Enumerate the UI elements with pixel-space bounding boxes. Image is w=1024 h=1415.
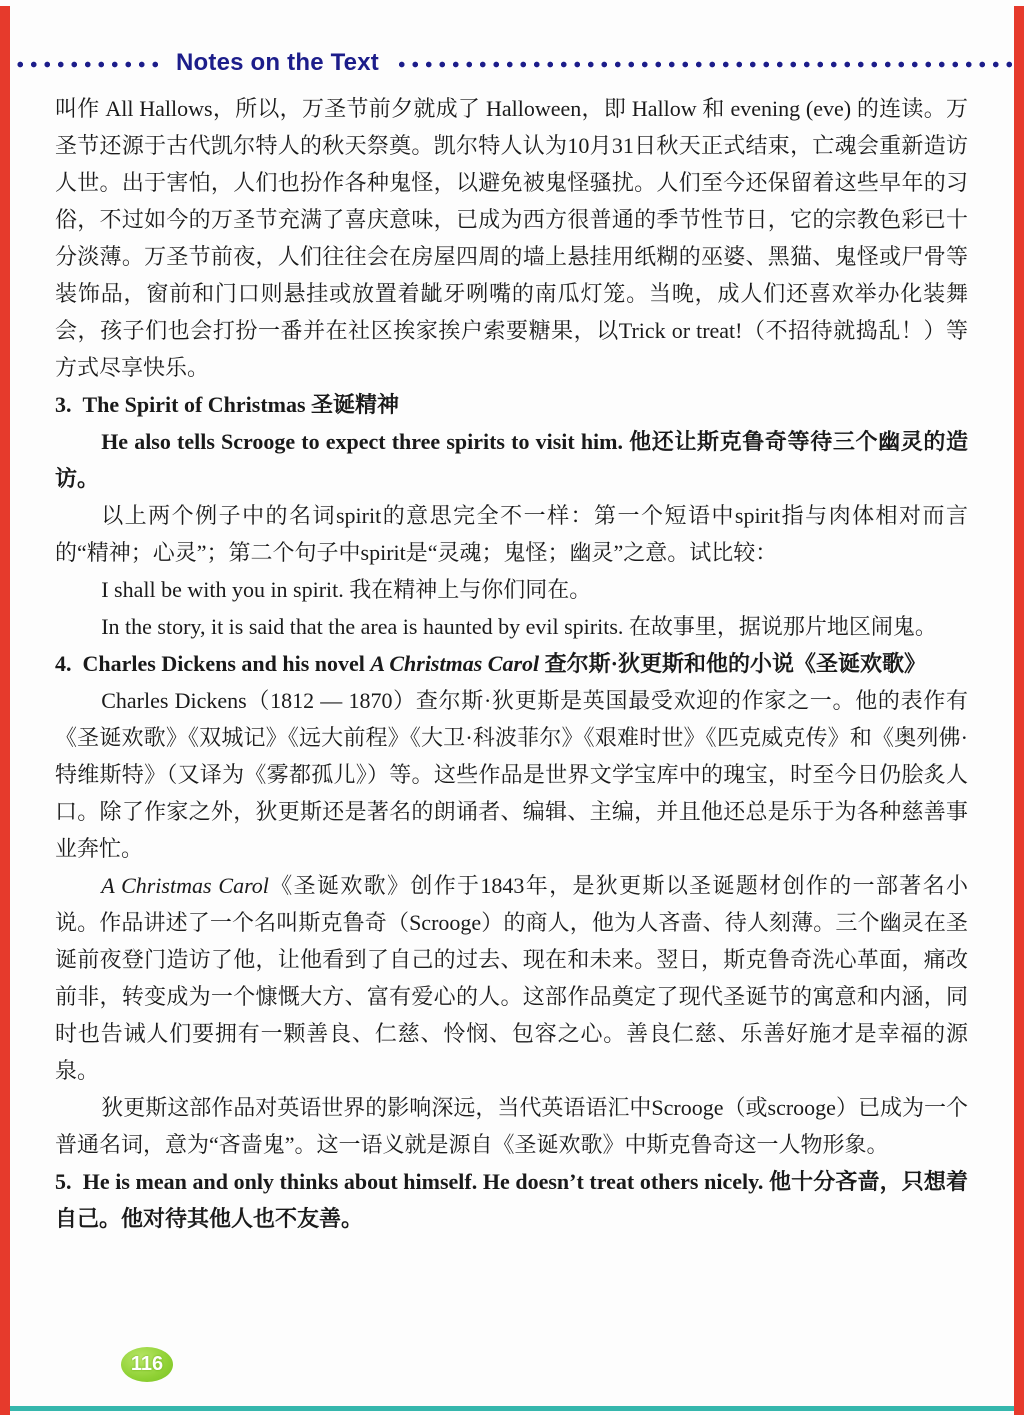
bottom-teal-rule	[0, 1406, 1024, 1411]
text-run: He also tells Scrooge to expect three spirits to visit him. 他还让斯克鲁奇等待三个幽灵的造访。	[55, 429, 968, 491]
note-paragraph	[55, 1089, 968, 1163]
text-run: 《圣诞欢歌》创作于1843年，是狄更斯以圣诞题材创作的一部著名小说。作品讲述了一个名叫斯克鲁奇（Scrooge）的商人，他为人吝啬、待人刻薄。三个幽灵在圣诞前夜登门造访了他，让他看到了自己的过去、现在和未来。翌日，斯克鲁奇洗心革面，痛改前非，转变成为一个慷慨大方、富有爱心的人。这部作品奠定了现代圣诞节的寓意和内涵，同时也告诫人们要拥有一颗善良、仁慈、怜悯、包容之心。善良仁慈、乐善好施才是幸福的源泉。	[55, 873, 968, 1083]
note-paragraph	[55, 497, 968, 571]
left-red-border	[0, 6, 10, 1415]
text-run: 叫作 All Hallows，所以，万圣节前夕就成了 Halloween，即 Hallow 和 evening (eve) 的连读。万圣节还源于古代凯尔特人的秋天祭奠。凯尔特人认为10月31日秋天正式结束，亡魂会重新造访人世。出于害怕，人们也扮作各种鬼怪，以避免被鬼怪骚扰。人们至今还保留着这些早年的习俗，不过如今的万圣节充满了喜庆意味，已成为西方很普通的季节性节日，它的宗教色彩已十分淡薄。万圣节前夜，人们往往会在房屋四周的墙上悬挂用纸糊的巫婆、黑猫、鬼怪或尸骨等装饰品，窗前和门口则悬挂或放置着龇牙咧嘴的南瓜灯笼。当晚，成人们还喜欢举办化装舞会，孩子们也会打扮一番并在社区挨家挨户索要糖果，以Trick or treat!（不招待就捣乱！）等方式尽享快乐。	[55, 96, 968, 380]
text-run: 狄更斯这部作品对英语世界的影响深远，当代英语语汇中Scrooge（或scrooge）已成为一个普通名词，意为“吝啬鬼”。这一语义就是源自《圣诞欢歌》中斯克鲁奇这一人物形象。	[55, 1095, 968, 1157]
text-run: In the story, it is said that the area is haunted by evil spirits. 在故事里，据说那片地区闹鬼。	[101, 614, 937, 639]
note-paragraph	[55, 608, 968, 645]
right-red-border	[1014, 6, 1024, 1415]
text-run: 查尔斯·狄更斯和他的小说《圣诞欢歌》	[539, 651, 926, 676]
text-run: I shall be with you in spirit. 我在精神上与你们同在。	[101, 577, 592, 602]
text-run: 5. He is mean and only thinks about himself. He doesn’t treat others nicely. 他十分吝啬，只想着自己。他对待其他人也不友善。	[55, 1169, 968, 1231]
text-run: A Christmas Carol	[101, 873, 269, 898]
note-paragraph	[55, 90, 968, 386]
note-paragraph	[55, 682, 968, 867]
header-dots-left	[0, 60, 160, 69]
text-run: A Christmas Carol	[370, 651, 540, 676]
page-number-badge: 116	[121, 1347, 173, 1382]
text-run: 3. The Spirit of Christmas 圣诞精神	[55, 392, 400, 417]
note-paragraph	[55, 571, 968, 608]
text-run: 4. Charles Dickens and his novel	[55, 651, 371, 676]
notes-content	[55, 90, 968, 1237]
text-run: Charles Dickens（1812 — 1870）查尔斯·狄更斯是英国最受欢迎的作家之一。他的表作有《圣诞欢歌》《双城记》《远大前程》《大卫·科波菲尔》《艰难时世》《匹克威克传》和《奥列佛·特维斯特》（又译为《雾都孤儿》）等。这些作品是世界文学宝库中的瑰宝，时至今日仍脍炙人口。除了作家之外，狄更斯还是著名的朗诵者、编辑、主编，并且他还总是乐于为各种慈善事业奔忙。	[55, 688, 968, 861]
note-heading	[55, 386, 968, 423]
text-run: 以上两个例子中的名词spirit的意思完全不一样：第一个短语中spirit指与肉体相对而言的“精神；心灵”；第二个句子中spirit是“灵魂；鬼怪；幽灵”之意。试比较：	[55, 503, 968, 565]
note-heading	[55, 645, 968, 682]
note-paragraph	[55, 423, 968, 497]
page-title: Notes on the Text	[176, 49, 379, 76]
section-header	[0, 48, 1012, 80]
header-dots-right	[395, 60, 1012, 69]
note-paragraph	[55, 867, 968, 1089]
note-heading	[55, 1163, 968, 1237]
